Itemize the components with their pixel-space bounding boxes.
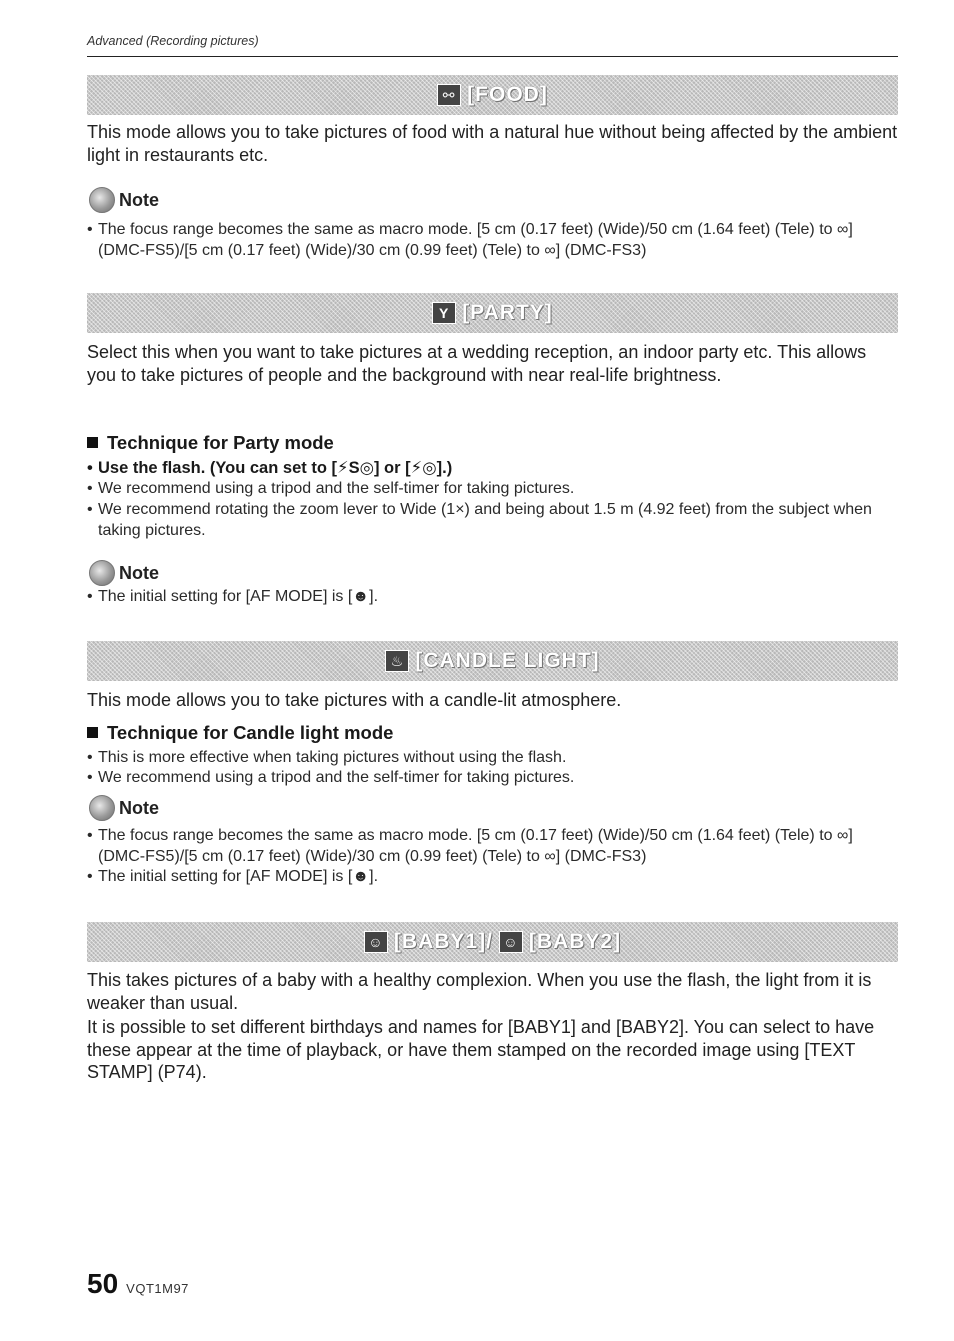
food-note-item: • The focus range becomes the same as macro mode. [5 cm (0.17 feet) (Wide)/50 cm (1.64 feet) (Tele) to ∞] (DMC-FS5)/[5 cm (0.17 feet) (Wide)/30 cm (0.99 feet) (Tele) to ∞] (DMC-FS3) bbox=[87, 220, 898, 261]
food-note-label: Note bbox=[119, 189, 159, 210]
party-technique-item: • We recommend rotating the zoom lever to Wide (1×) and being about 1.5 m (4.92 feet) from the subject when taking pictures. bbox=[87, 500, 898, 541]
candle-technique-item: • This is more effective when taking pictures without using the flash. bbox=[87, 748, 898, 769]
header-rule bbox=[87, 56, 898, 57]
baby-paragraph: It is possible to set different birthdays and names for [BABY1] and [BABY2]. You can select to have these appear at the time of playback, or have them stamped on the recorded image using [TEXT STAMP] (P74). bbox=[87, 1017, 875, 1082]
food-note-heading bbox=[89, 187, 159, 213]
baby-icon: ☺ bbox=[499, 931, 523, 953]
candle-icon: ♨ bbox=[385, 650, 409, 672]
food-title-text: [FOOD] bbox=[467, 83, 548, 106]
food-description: This mode allows you to take pictures of food with a natural hue without being affected by the ambient light in restaurants etc. bbox=[87, 122, 898, 165]
candle-description: This mode allows you to take pictures with a candle-lit atmosphere. bbox=[87, 690, 622, 710]
party-title-text: [PARTY] bbox=[462, 301, 553, 324]
note-icon bbox=[89, 187, 115, 213]
document-code: VQT1M97 bbox=[126, 1281, 189, 1296]
party-note-item: • The initial setting for [AF MODE] is [☻]. bbox=[87, 587, 898, 608]
party-section-banner bbox=[87, 293, 898, 333]
baby1-title-text: [BABY1]/ bbox=[393, 930, 493, 953]
food-section-banner bbox=[87, 75, 898, 115]
candle-technique-heading: Technique for Candle light mode bbox=[87, 722, 393, 744]
baby-paragraph: This takes pictures of a baby with a healthy complexion. When you use the flash, the light from it is weaker than usual. bbox=[87, 970, 872, 1013]
candle-note-item: • The initial setting for [AF MODE] is [☻]. bbox=[87, 867, 898, 888]
party-technique-item: • Use the flash. (You can set to [⚡S◎] or [⚡◎].) bbox=[87, 458, 898, 479]
food-section-title bbox=[437, 83, 548, 107]
party-note-heading bbox=[89, 560, 159, 586]
candle-note-heading bbox=[89, 795, 159, 821]
party-technique-heading: Technique for Party mode bbox=[87, 432, 334, 454]
candle-note-label: Note bbox=[119, 797, 159, 818]
party-technique-item: • We recommend using a tripod and the self-timer for taking pictures. bbox=[87, 479, 898, 500]
party-section-title bbox=[432, 301, 553, 325]
party-description: Select this when you want to take pictures at a wedding reception, an indoor party etc. This allows you to take pictures of people and the background with near real-life brightness. bbox=[87, 342, 867, 385]
fork-icon: ⚯ bbox=[437, 84, 461, 106]
candle-section-banner bbox=[87, 641, 898, 681]
candle-section-title bbox=[385, 649, 599, 673]
baby2-title-text: [BABY2] bbox=[528, 930, 622, 953]
party-note-label: Note bbox=[119, 562, 159, 583]
baby-section-banner bbox=[87, 922, 898, 962]
baby-section-title bbox=[364, 930, 621, 954]
candle-note-item: • The focus range becomes the same as macro mode. [5 cm (0.17 feet) (Wide)/50 cm (1.64 feet) (Tele) to ∞] (DMC-FS5)/[5 cm (0.17 feet) (Wide)/30 cm (0.99 feet) (Tele) to ∞] (DMC-FS3) bbox=[87, 826, 898, 867]
glass-icon: Y bbox=[432, 302, 456, 324]
page-number: 50 bbox=[87, 1268, 119, 1299]
running-head: Advanced (Recording pictures) bbox=[87, 34, 259, 48]
page-footer bbox=[87, 1268, 189, 1300]
candle-title-text: [CANDLE LIGHT] bbox=[415, 649, 600, 672]
note-icon bbox=[89, 795, 115, 821]
baby-icon: ☺ bbox=[364, 931, 388, 953]
candle-technique-item: • We recommend using a tripod and the self-timer for taking pictures. bbox=[87, 768, 898, 789]
note-icon bbox=[89, 560, 115, 586]
